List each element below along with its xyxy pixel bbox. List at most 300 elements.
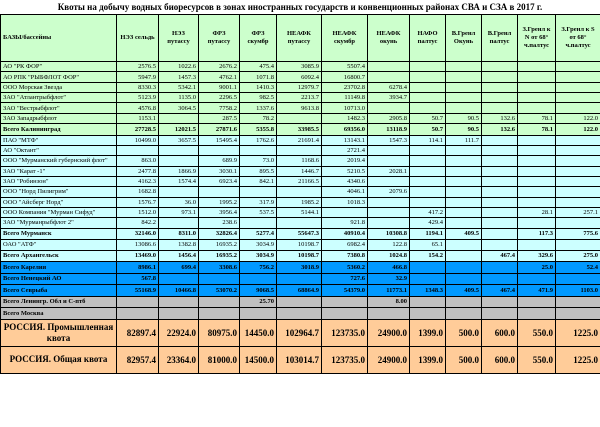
quota-cell: 132.6: [482, 113, 518, 123]
quota-cell: 23364.0: [159, 346, 199, 373]
quota-cell: [368, 197, 410, 207]
quota-cell: 3034.9: [240, 250, 277, 262]
column-header: НЭЗ сельдь: [117, 15, 159, 62]
quota-cell: 5277.4: [240, 228, 277, 240]
quota-cell: [482, 218, 518, 228]
quota-cell: 50.7: [410, 113, 446, 123]
quota-cell: [556, 166, 600, 176]
row-label: Всего Карелия: [1, 262, 117, 274]
quota-cell: 2213.7: [277, 93, 322, 103]
column-header: НАФО палтус: [410, 15, 446, 62]
quota-cell: 8986.1: [117, 262, 159, 274]
quota-cell: 7758.2: [199, 103, 240, 113]
column-header: БАЗЫ/бассейны: [1, 15, 117, 62]
row-label: ООО Компания "Мурман Сифуд": [1, 207, 117, 217]
quota-cell: 10198.7: [277, 250, 322, 262]
quota-cell: [446, 240, 482, 250]
quota-cell: 55168.9: [117, 285, 159, 297]
quota-cell: 27728.5: [117, 124, 159, 136]
row-label: АО "РК ФОР": [1, 62, 117, 72]
quota-cell: [368, 103, 410, 113]
quota-cell: [159, 296, 199, 308]
quota-cell: 54379.0: [322, 285, 368, 297]
quota-cell: 90.5: [446, 113, 482, 123]
quota-cell: 21166.5: [277, 176, 322, 186]
table-row: [1, 113, 600, 123]
quota-cell: 7380.8: [322, 250, 368, 262]
quota-cell: [446, 176, 482, 186]
quota-cell: 10308.8: [368, 228, 410, 240]
quota-cell: [556, 62, 600, 72]
quota-cell: [556, 93, 600, 103]
quota-cell: [410, 156, 446, 166]
table-row: [1, 93, 600, 103]
quota-cell: [368, 218, 410, 228]
quota-cell: 78.2: [240, 113, 277, 123]
quota-cell: [482, 262, 518, 274]
column-header: В.Гренл Окунь: [446, 15, 482, 62]
quota-cell: 9068.5: [240, 285, 277, 297]
quota-cell: [446, 308, 482, 320]
quota-cell: 10198.7: [277, 240, 322, 250]
quota-cell: 1135.0: [159, 93, 199, 103]
quota-cell: [556, 218, 600, 228]
table-row: [1, 103, 600, 113]
quota-cell: [277, 145, 322, 155]
quota-cell: 36.0: [159, 197, 199, 207]
quota-cell: [240, 187, 277, 197]
quota-cell: [556, 273, 600, 285]
quota-cell: 14500.0: [240, 346, 277, 373]
table-row: [1, 82, 600, 92]
quota-cell: 4162.3: [117, 176, 159, 186]
quota-cell: 1985.2: [277, 197, 322, 207]
quota-cell: 756.2: [240, 262, 277, 274]
quota-cell: 699.4: [159, 262, 199, 274]
row-label: Всего Ленингр. Обл и С-птб: [1, 296, 117, 308]
column-header: В.Гренл палтус: [482, 15, 518, 62]
quota-cell: 895.5: [240, 166, 277, 176]
quota-cell: [482, 187, 518, 197]
quota-cell: 24900.0: [368, 319, 410, 346]
quota-cell: [199, 273, 240, 285]
quota-cell: 25.0: [518, 262, 556, 274]
quota-cell: 5507.4: [322, 62, 368, 72]
quota-cell: [410, 273, 446, 285]
quota-cell: [199, 187, 240, 197]
quota-cell: 53070.2: [199, 285, 240, 297]
quota-cell: 3956.4: [199, 207, 240, 217]
quota-cell: 863.0: [117, 156, 159, 166]
quota-cell: 14450.0: [240, 319, 277, 346]
quota-cell: 82957.4: [117, 346, 159, 373]
quota-cell: 4340.6: [322, 176, 368, 186]
quota-cell: 1457.3: [159, 72, 199, 82]
quota-cell: 9613.8: [277, 103, 322, 113]
quota-cell: 2576.5: [117, 62, 159, 72]
quota-cell: 32826.4: [199, 228, 240, 240]
quota-cell: 471.9: [518, 285, 556, 297]
quota-cell: 3064.5: [159, 103, 199, 113]
quota-cell: 11149.8: [322, 93, 368, 103]
quota-cell: 3034.9: [240, 240, 277, 250]
row-label: Всего Калининград: [1, 124, 117, 136]
quota-cell: 1574.4: [159, 176, 199, 186]
quota-cell: [277, 296, 322, 308]
table-row: [1, 156, 600, 166]
quota-cell: [518, 197, 556, 207]
quota-cell: [410, 82, 446, 92]
quota-cell: 238.6: [199, 218, 240, 228]
quota-cell: [117, 145, 159, 155]
quota-cell: 10466.8: [159, 285, 199, 297]
quota-cell: 5210.5: [322, 166, 368, 176]
quota-cell: [410, 296, 446, 308]
quota-cell: 24900.0: [368, 346, 410, 373]
total-row: [1, 308, 600, 320]
quota-cell: [482, 103, 518, 113]
row-label: АО "Октант": [1, 145, 117, 155]
quota-cell: [482, 82, 518, 92]
quota-cell: 117.3: [518, 228, 556, 240]
quota-cell: 409.5: [446, 228, 482, 240]
quota-cell: [446, 103, 482, 113]
quota-cell: 467.4: [482, 285, 518, 297]
quota-cell: 1995.2: [199, 197, 240, 207]
quota-cell: [410, 103, 446, 113]
quota-cell: [556, 240, 600, 250]
quota-cell: [556, 176, 600, 186]
quota-cell: 21691.4: [277, 135, 322, 145]
table-row: [1, 197, 600, 207]
quota-cell: 114.1: [410, 135, 446, 145]
quota-cell: [159, 156, 199, 166]
quota-cell: 550.0: [518, 346, 556, 373]
quota-cell: [446, 262, 482, 274]
column-header: ФРЗ скумбр: [240, 15, 277, 62]
quota-cell: 1762.6: [240, 135, 277, 145]
quota-cell: [446, 207, 482, 217]
quota-cell: [482, 296, 518, 308]
quota-cell: [482, 156, 518, 166]
table-row: [1, 72, 600, 82]
quota-cell: [410, 72, 446, 82]
quota-cell: 429.4: [410, 218, 446, 228]
quota-cell: [159, 308, 199, 320]
quota-cell: [482, 207, 518, 217]
quota-cell: [277, 273, 322, 285]
quota-cell: 417.2: [410, 207, 446, 217]
quota-cell: 275.0: [556, 250, 600, 262]
quota-cell: 4762.1: [199, 72, 240, 82]
quota-cell: [277, 187, 322, 197]
quota-cell: 13143.1: [322, 135, 368, 145]
quota-cell: [240, 145, 277, 155]
quota-cell: 22924.0: [159, 319, 199, 346]
row-label: Всего Архангельск: [1, 250, 117, 262]
quota-cell: 78.1: [518, 113, 556, 123]
quota-cell: 2019.4: [322, 156, 368, 166]
table-row: [1, 145, 600, 155]
quota-cell: [446, 72, 482, 82]
row-label: Всего Москва: [1, 308, 117, 320]
quota-cell: [446, 82, 482, 92]
quota-cell: [159, 273, 199, 285]
quota-cell: 111.7: [446, 135, 482, 145]
quota-cell: 123735.0: [322, 346, 368, 373]
quota-cell: [446, 93, 482, 103]
row-label: Всего Ненецкий АО: [1, 273, 117, 285]
column-header: НЕАФК путассу: [277, 15, 322, 62]
quota-cell: [482, 240, 518, 250]
quota-cell: 4576.8: [117, 103, 159, 113]
quota-cell: [368, 62, 410, 72]
quota-cell: [482, 228, 518, 240]
quota-cell: 475.4: [240, 62, 277, 72]
quota-cell: 5947.9: [117, 72, 159, 82]
quota-cell: 2477.8: [117, 166, 159, 176]
quota-cell: [410, 176, 446, 186]
row-label: ООО "Айсберг Норд": [1, 197, 117, 207]
quota-cell: [518, 93, 556, 103]
quota-cell: 2296.5: [199, 93, 240, 103]
row-label: РОССИЯ. Общая квота: [1, 346, 117, 373]
quota-cell: 2028.1: [368, 166, 410, 176]
quota-cell: 65.1: [410, 240, 446, 250]
quota-cell: 1225.0: [556, 346, 600, 373]
quota-cell: 1682.8: [117, 187, 159, 197]
quota-cell: 1153.1: [117, 113, 159, 123]
quota-cell: [410, 166, 446, 176]
quota-cell: [199, 145, 240, 155]
quota-cell: [240, 308, 277, 320]
quota-cell: [446, 187, 482, 197]
quota-cell: [518, 187, 556, 197]
row-label: ЗАО "Вестрыбфлот": [1, 103, 117, 113]
quota-cell: 1410.3: [240, 82, 277, 92]
table-row: [1, 187, 600, 197]
quota-cell: 1337.6: [240, 103, 277, 113]
quota-cell: 13086.6: [117, 240, 159, 250]
quota-cell: 6982.4: [322, 240, 368, 250]
quota-cell: [446, 218, 482, 228]
quota-cell: 52.4: [556, 262, 600, 274]
quota-cell: 6278.4: [368, 82, 410, 92]
quota-cell: 90.5: [446, 124, 482, 136]
quota-cell: [556, 82, 600, 92]
quota-cell: [446, 62, 482, 72]
quota-cell: [518, 135, 556, 145]
quota-cell: 81000.0: [199, 346, 240, 373]
total-row: [1, 296, 600, 308]
quota-cell: 2905.8: [368, 113, 410, 123]
quota-cell: 103014.7: [277, 346, 322, 373]
quota-cell: [368, 176, 410, 186]
quota-cell: [446, 273, 482, 285]
quota-cell: [117, 308, 159, 320]
quota-cell: 5360.2: [322, 262, 368, 274]
table-row: [1, 240, 600, 250]
quota-cell: [518, 103, 556, 113]
quota-cell: 1399.0: [410, 346, 446, 373]
row-label: Всего Севрыба: [1, 285, 117, 297]
quota-cell: 122.0: [556, 124, 600, 136]
quota-cell: 154.2: [410, 250, 446, 262]
quota-cell: [322, 207, 368, 217]
quota-cell: 5342.1: [159, 82, 199, 92]
quota-cell: [518, 240, 556, 250]
quota-cell: 5144.1: [277, 207, 322, 217]
quota-cell: [410, 145, 446, 155]
quota-cell: [482, 145, 518, 155]
column-header: З.Гренл к N от 68° ч.палтус: [518, 15, 556, 62]
quota-cell: 132.6: [482, 124, 518, 136]
quota-cell: [368, 145, 410, 155]
row-label: ООО "Норд Пилигрим": [1, 187, 117, 197]
quota-cell: 8.00: [368, 296, 410, 308]
quota-cell: [446, 156, 482, 166]
quota-cell: 1018.3: [322, 197, 368, 207]
quota-cell: [482, 197, 518, 207]
quota-cell: 28.1: [518, 207, 556, 217]
quota-cell: [518, 82, 556, 92]
quota-cell: 32.9: [368, 273, 410, 285]
row-label: АО РПК "РЫБФЛОТ ФОР": [1, 72, 117, 82]
total-row: [1, 262, 600, 274]
quota-cell: 27871.6: [199, 124, 240, 136]
quota-cell: [368, 156, 410, 166]
quota-cell: 6923.4: [199, 176, 240, 186]
quota-cell: [240, 218, 277, 228]
quota-cell: [322, 308, 368, 320]
row-label: ПАО "МТФ": [1, 135, 117, 145]
quota-cell: 329.6: [518, 250, 556, 262]
quota-cell: 13469.0: [117, 250, 159, 262]
document-title: Квоты на добычу водных биоресурсов в зонах иностранных государств и конвенционных районах СВА и СЗА в 2017 г.: [57, 2, 543, 12]
quota-cell: 1022.6: [159, 62, 199, 72]
row-label: ЗАО "Карат -1": [1, 166, 117, 176]
quota-cell: 1456.4: [159, 250, 199, 262]
column-header: З.Гренл к S от 68° ч.палтус: [556, 15, 600, 62]
quota-cell: [518, 166, 556, 176]
quota-cell: [556, 145, 600, 155]
table-row: [1, 166, 600, 176]
quota-cell: 550.0: [518, 319, 556, 346]
quota-cell: 727.6: [322, 273, 368, 285]
quota-cell: 537.5: [240, 207, 277, 217]
quota-cell: 1071.8: [240, 72, 277, 82]
row-label: РОССИЯ. Промышленная квота: [1, 319, 117, 346]
total-row: [1, 250, 600, 262]
total-row: [1, 124, 600, 136]
quota-cell: 600.0: [482, 346, 518, 373]
quota-cell: 8311.0: [159, 228, 199, 240]
quota-cell: 1576.7: [117, 197, 159, 207]
quota-cell: [518, 145, 556, 155]
quota-cell: [410, 187, 446, 197]
quota-cell: 921.8: [322, 218, 368, 228]
column-header: НЭЗ путассу: [159, 15, 199, 62]
quota-cell: [482, 93, 518, 103]
quota-cell: 1482.3: [322, 113, 368, 123]
quota-cell: 50.7: [410, 124, 446, 136]
quota-cell: [368, 308, 410, 320]
column-header: НЕАФК окунь: [368, 15, 410, 62]
quota-cell: 317.9: [240, 197, 277, 207]
quota-table: [0, 14, 600, 374]
quota-cell: [518, 273, 556, 285]
quota-cell: 5123.9: [117, 93, 159, 103]
quota-cell: 68864.9: [277, 285, 322, 297]
quota-cell: [482, 308, 518, 320]
quota-cell: [556, 187, 600, 197]
quota-cell: [556, 197, 600, 207]
quota-cell: 5355.8: [240, 124, 277, 136]
quota-cell: [159, 145, 199, 155]
quota-cell: [240, 273, 277, 285]
quota-cell: 1348.3: [410, 285, 446, 297]
quota-cell: [159, 187, 199, 197]
quota-cell: 467.4: [482, 250, 518, 262]
quota-cell: 8330.3: [117, 82, 159, 92]
row-label: ЗАО Западрыбфлот: [1, 113, 117, 123]
row-label: ЗАО "Робинзон": [1, 176, 117, 186]
quota-cell: 600.0: [482, 319, 518, 346]
quota-cell: [322, 296, 368, 308]
quota-cell: [410, 62, 446, 72]
quota-cell: 4046.1: [322, 187, 368, 197]
quota-cell: 10713.0: [322, 103, 368, 113]
quota-cell: 78.1: [518, 124, 556, 136]
russia-total-row: [1, 319, 600, 346]
row-label: ЗАО "Мурманрыбфлот 2": [1, 218, 117, 228]
quota-cell: [277, 308, 322, 320]
quota-cell: [277, 218, 322, 228]
quota-cell: 1168.6: [277, 156, 322, 166]
quota-cell: 1225.0: [556, 319, 600, 346]
quota-cell: 466.8: [368, 262, 410, 274]
quota-cell: 775.6: [556, 228, 600, 240]
quota-cell: 287.5: [199, 113, 240, 123]
quota-cell: [446, 145, 482, 155]
table-row: [1, 218, 600, 228]
quota-cell: [368, 207, 410, 217]
quota-cell: 80975.0: [199, 319, 240, 346]
quota-cell: [368, 72, 410, 82]
quota-cell: [482, 72, 518, 82]
column-header: НЕАФК скумбр: [322, 15, 368, 62]
quota-cell: 689.9: [199, 156, 240, 166]
quota-cell: 1399.0: [410, 319, 446, 346]
quota-cell: [482, 62, 518, 72]
total-row: [1, 285, 600, 297]
quota-cell: 3085.9: [277, 62, 322, 72]
quota-cell: [482, 166, 518, 176]
quota-cell: 11773.1: [368, 285, 410, 297]
quota-cell: [518, 218, 556, 228]
quota-cell: [518, 72, 556, 82]
column-header: ФРЗ путассу: [199, 15, 240, 62]
quota-cell: 12979.7: [277, 82, 322, 92]
quota-cell: [518, 296, 556, 308]
table-row: [1, 135, 600, 145]
quota-cell: 500.0: [446, 346, 482, 373]
quota-cell: 10499.0: [117, 135, 159, 145]
quota-cell: 102964.7: [277, 319, 322, 346]
quota-cell: [446, 250, 482, 262]
quota-cell: 1024.8: [368, 250, 410, 262]
quota-cell: 69356.0: [322, 124, 368, 136]
